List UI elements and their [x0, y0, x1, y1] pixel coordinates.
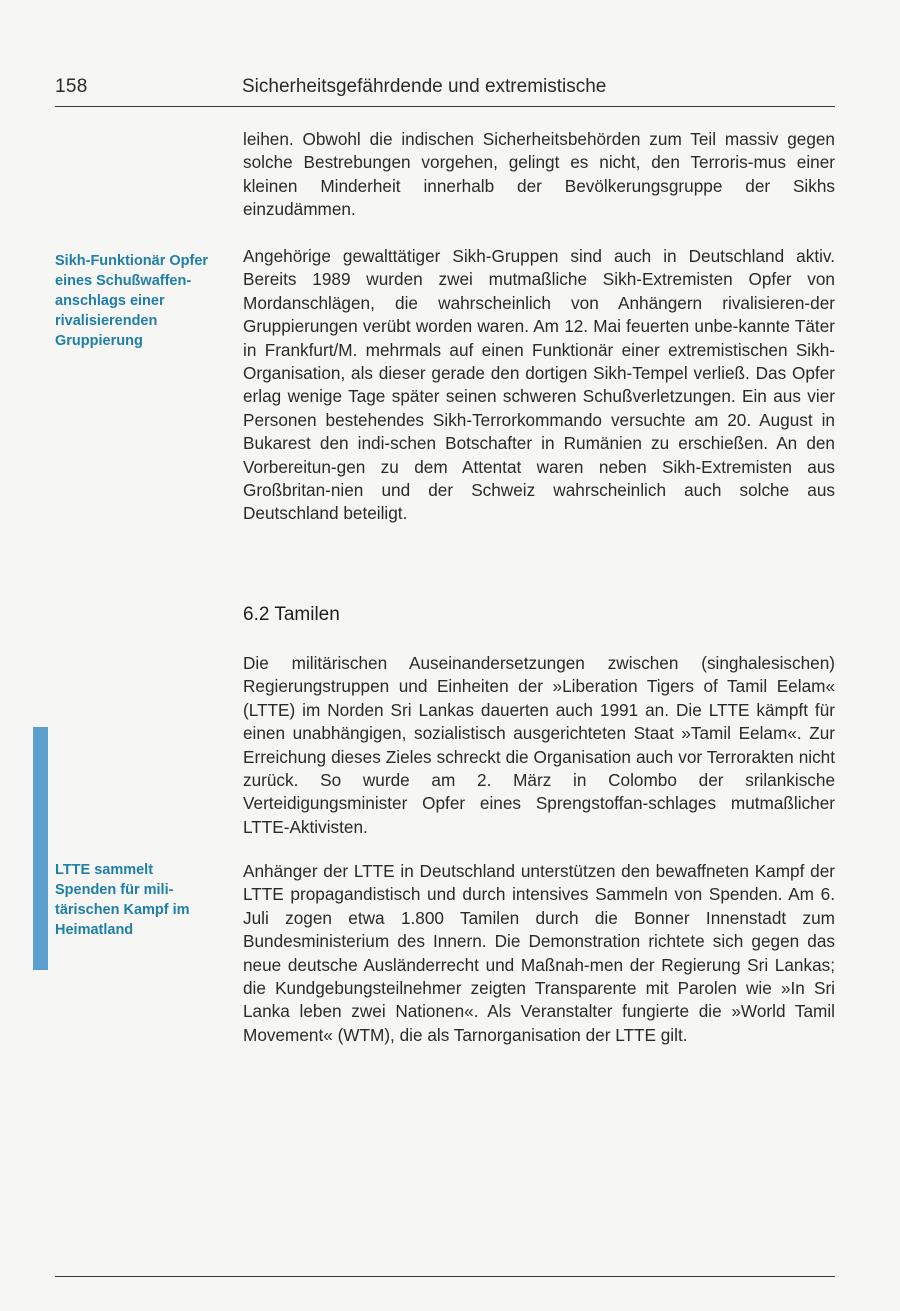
- margin-note-ltte: LTTE sammelt Spenden für mili-tärischen Kampf im Heimatland: [55, 862, 190, 938]
- footer-rule: [55, 1276, 835, 1277]
- paragraph-ltte-germany: Anhänger der LTTE in Deutschland unterstützen den bewaffneten Kampf der LTTE propagandistisch und durch intensives Sammeln von Spenden. Am 6. Juli zogen etwa 1.800 Tamilen durch die Bonner Innenstadt zum Bundesministerium des Innern. Die Demonstration richtete sich gegen das neue deutsche Ausländerrecht und Maßnah-men der Regierung Sri Lankas; die Kundgebungsteilnehmer zeigten Transparente mit Parolen wie »In Sri Lanka leben zwei Nationen«. Als Veranstalter fungierte die »World Tamil Movement« (WTM), die als Tarnorganisation der LTTE gilt.: [243, 861, 835, 1045]
- margin-accent-bar: [33, 727, 48, 970]
- section-heading: 6.2 Tamilen: [243, 604, 340, 625]
- running-title: Sicherheitsgefährdende und extremistische: [242, 76, 607, 97]
- paragraph-sikh-intro: leihen. Obwohl die indischen Sicherheitsbehörden zum Teil massiv gegen solche Bestrebungen vorgehen, gelingt es nicht, den Terroris-mus einer kleinen Minderheit innerhalb der Bevölkerungsgruppe der Sikhs einzudämmen.: [243, 129, 835, 220]
- paragraph-sikh-germany: Angehörige gewalttätiger Sikh-Gruppen sind auch in Deutschland aktiv. Bereits 1989 wurden zwei mutmaßliche Sikh-Extremisten Opfer von Mordanschlägen, die wahrscheinlich von Anhängern rivalisieren-der Gruppierungen verübt worden waren. Am 12. Mai feuerten unbe-kannte Täter in Frankfurt/M. mehrmals auf einen Funktionär einer extremistischen Sikh-Organisation, als dieser gerade den dortigen Sikh-Tempel verließ. Das Opfer erlag wenige Tage später seinen schweren Schußverletzungen. Ein aus vier Personen bestehendes Sikh-Terrorkommando versuchte am 20. August in Bukarest den indi-schen Botschafter in Rumänien zu erschießen. An den Vorbereitun-gen zu dem Attentat waren neben Sikh-Extremisten aus Großbritan-nien und der Schweiz wahrscheinlich auch solche aus Deutschland beteiligt.: [243, 246, 835, 524]
- page-number: 158: [55, 76, 88, 97]
- paragraph-tamil-conflict: Die militärischen Auseinandersetzungen zwischen (singhalesischen) Regierungstruppen und Einheiten der »Liberation Tigers of Tamil Eelam« (LTTE) im Norden Sri Lankas dauerten auch 1991 an. Die LTTE kämpft für einen unabhängigen, sozialistisch ausgerichteten Staat »Tamil Eelam«. Zur Erreichung dieses Zieles schreckt die Organisation auch vor Terrorakten nicht zurück. So wurde am 2. März in Colombo der srilankische Verteidigungsminister Opfer eines Sprengstoffan-schlages mutmaßlicher LTTE-Aktivisten.: [243, 653, 835, 837]
- margin-note-sikh: Sikh-Funktionär Opfer eines Schußwaffen-anschlags einer rivalisierenden Gruppierung: [55, 253, 209, 349]
- page-header: [55, 74, 835, 107]
